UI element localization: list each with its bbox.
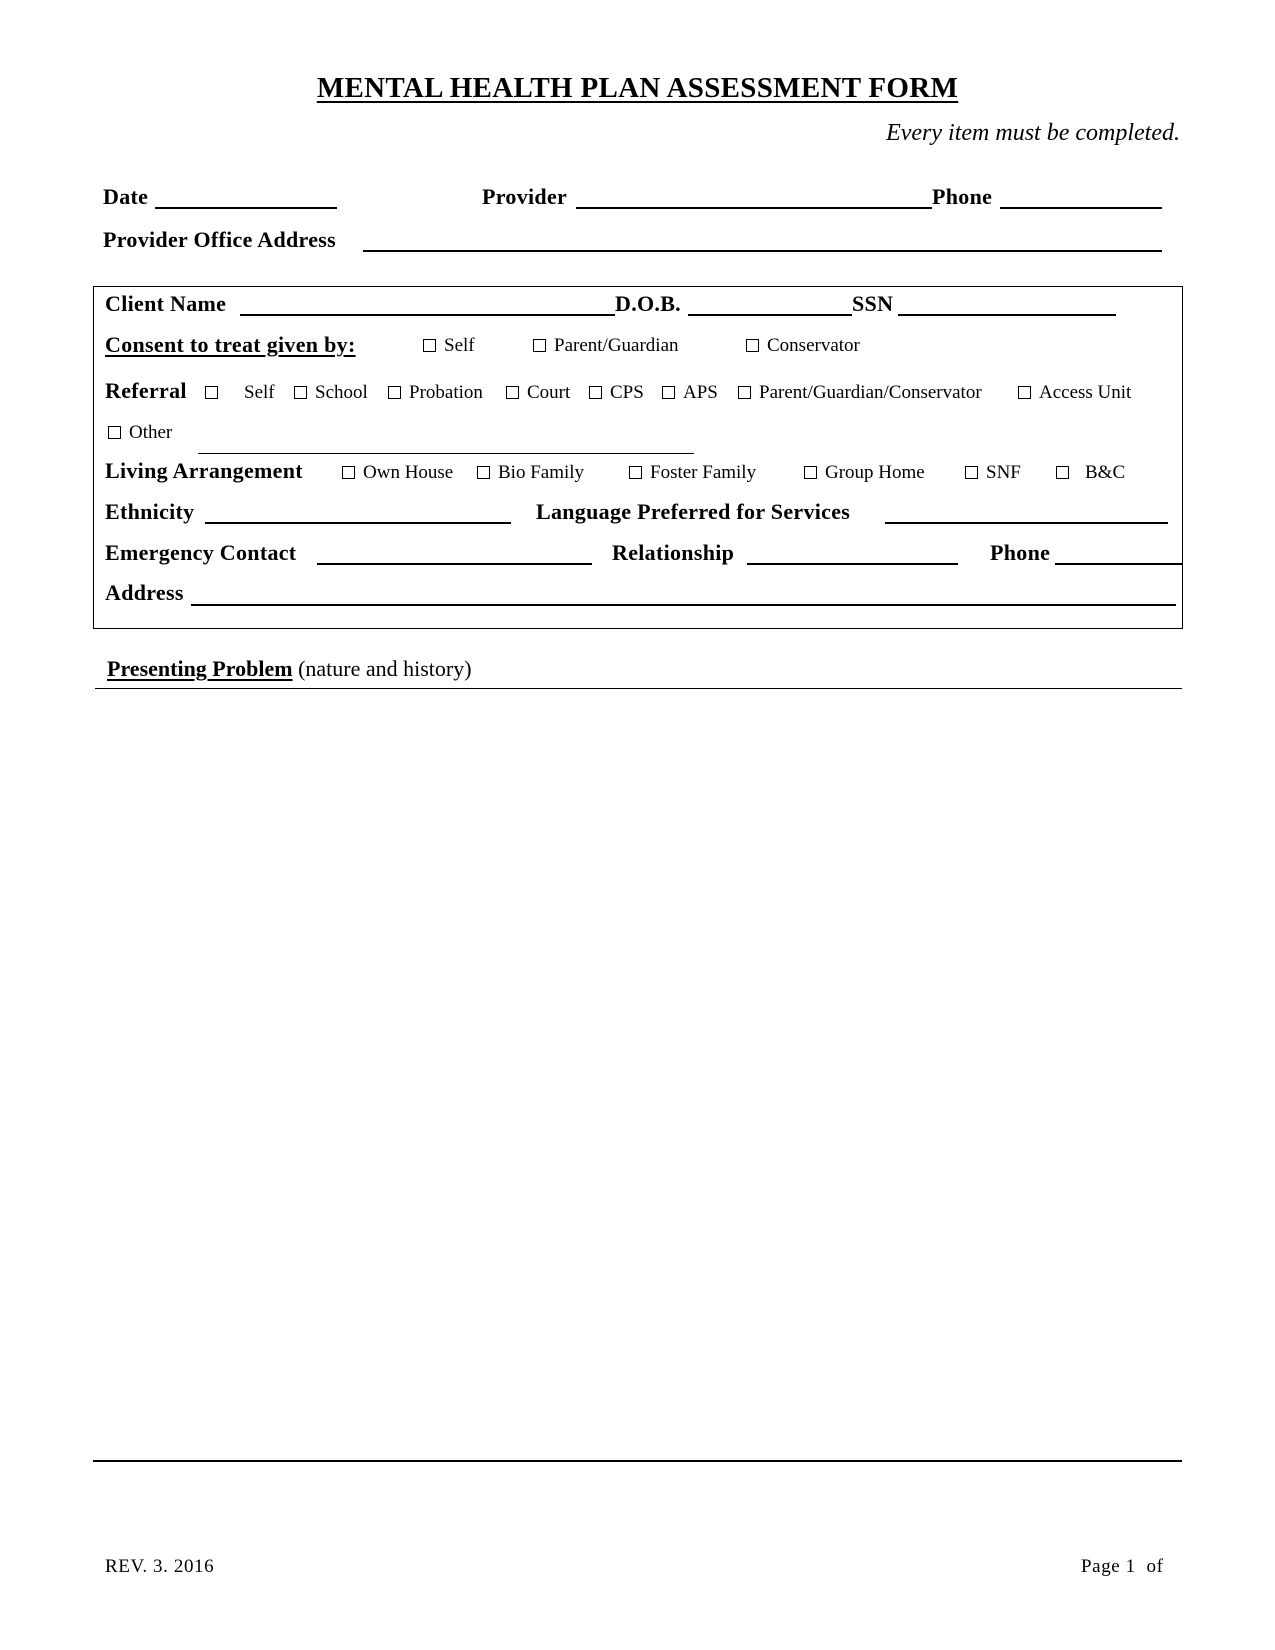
ssn-label: SSN	[852, 291, 894, 316]
referral-option-probation[interactable]: Probation	[388, 382, 483, 404]
checkbox-icon	[533, 339, 546, 352]
emergency-contact-label: Emergency Contact	[105, 540, 297, 565]
living-arrangement-label: Living Arrangement	[105, 458, 303, 483]
provider-label: Provider	[482, 184, 568, 209]
referral-option-school[interactable]: School	[294, 382, 368, 404]
consent-option-self[interactable]: Self	[423, 335, 475, 357]
consent-option-conservator[interactable]: Conservator	[746, 335, 860, 357]
dob-label: D.O.B.	[615, 291, 681, 316]
checkbox-icon	[108, 426, 121, 439]
emergency-contact-field[interactable]	[317, 563, 592, 565]
referral-other-field[interactable]	[198, 453, 694, 454]
office-address-field[interactable]	[363, 250, 1162, 252]
checkbox-icon	[589, 386, 602, 399]
office-address-label: Provider Office Address	[103, 227, 336, 252]
form-title-text: MENTAL HEALTH PLAN ASSESSMENT FORM	[316, 72, 959, 104]
referral-label: Referral	[105, 378, 187, 403]
living-option-bio-family[interactable]: Bio Family	[477, 462, 584, 484]
checkbox-icon	[342, 466, 355, 479]
presenting-problem-rule	[95, 688, 1182, 689]
checkbox-icon	[629, 466, 642, 479]
presenting-problem-note: (nature and history)	[298, 656, 472, 681]
checkbox-icon	[804, 466, 817, 479]
ethnicity-field[interactable]	[205, 522, 511, 524]
date-field[interactable]	[155, 207, 337, 209]
checkbox-icon	[662, 386, 675, 399]
referral-option-cps[interactable]: CPS	[589, 382, 644, 404]
checkbox-icon	[1018, 386, 1031, 399]
client-address-field[interactable]	[191, 604, 1176, 606]
emergency-phone-label: Phone	[990, 540, 1051, 565]
referral-option-other[interactable]: Other	[108, 422, 172, 444]
ssn-field[interactable]	[898, 314, 1116, 316]
living-option-own-house[interactable]: Own House	[342, 462, 453, 484]
living-option-group-home[interactable]: Group Home	[804, 462, 925, 484]
revision-label: REV. 3. 2016	[105, 1556, 215, 1577]
page-number: Page 1 of	[1081, 1556, 1164, 1577]
provider-field[interactable]	[576, 207, 932, 209]
checkbox-icon	[1056, 466, 1069, 479]
presenting-problem-heading	[107, 656, 472, 682]
client-name-field[interactable]	[240, 314, 615, 316]
bottom-rule	[93, 1460, 1182, 1462]
referral-option-self[interactable]: Self	[205, 382, 275, 404]
relationship-field[interactable]	[747, 563, 958, 565]
presenting-problem-label: Presenting Problem	[107, 656, 293, 681]
checkbox-icon	[746, 339, 759, 352]
dob-field[interactable]	[688, 314, 852, 316]
living-option-snf[interactable]: SNF	[965, 462, 1021, 484]
language-label: Language Preferred for Services	[536, 499, 851, 524]
checkbox-icon	[477, 466, 490, 479]
date-label: Date	[103, 184, 149, 209]
living-option-bc[interactable]: B&C	[1056, 462, 1125, 484]
client-address-label: Address	[105, 580, 184, 605]
provider-phone-label: Phone	[932, 184, 993, 209]
checkbox-icon	[388, 386, 401, 399]
consent-option-parent-guardian[interactable]: Parent/Guardian	[533, 335, 679, 357]
checkbox-icon	[205, 386, 218, 399]
language-field[interactable]	[885, 522, 1168, 524]
client-name-label: Client Name	[105, 291, 227, 316]
checkbox-icon	[965, 466, 978, 479]
form-subtitle: Every item must be completed.	[886, 120, 1180, 146]
form-title	[0, 72, 1275, 105]
referral-option-court[interactable]: Court	[506, 382, 570, 404]
checkbox-icon	[423, 339, 436, 352]
provider-phone-field[interactable]	[1000, 207, 1162, 209]
referral-option-parent-guardian-conservator[interactable]: Parent/Guardian/Conservator	[738, 382, 982, 404]
checkbox-icon	[294, 386, 307, 399]
relationship-label: Relationship	[612, 540, 735, 565]
referral-option-access-unit[interactable]: Access Unit	[1018, 382, 1131, 404]
ethnicity-label: Ethnicity	[105, 499, 195, 524]
presenting-problem-area[interactable]	[95, 692, 1182, 1456]
checkbox-icon	[506, 386, 519, 399]
living-option-foster-family[interactable]: Foster Family	[629, 462, 756, 484]
referral-option-aps[interactable]: APS	[662, 382, 718, 404]
consent-label: Consent to treat given by:	[105, 332, 356, 357]
checkbox-icon	[738, 386, 751, 399]
emergency-phone-field[interactable]	[1055, 563, 1182, 565]
